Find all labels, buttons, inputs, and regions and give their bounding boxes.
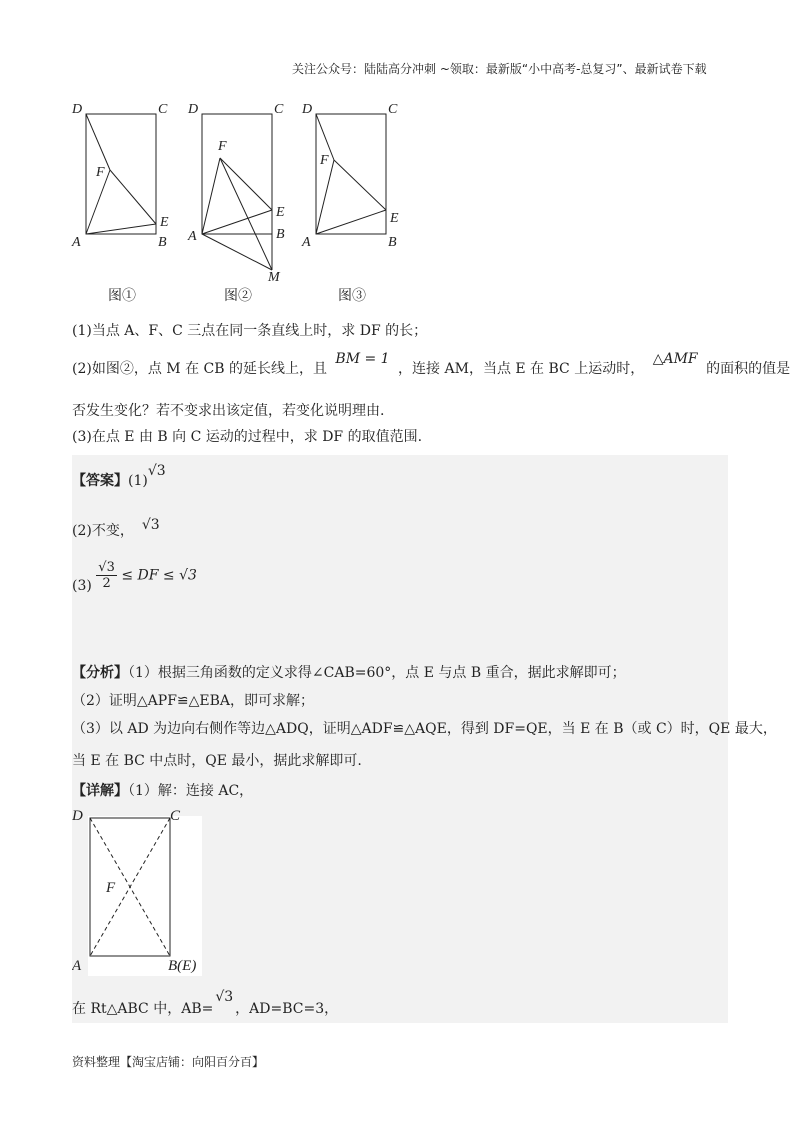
detail-text-2b: ，AD=BC=3， <box>235 1001 339 1017</box>
answer-3-prefix: (3) <box>72 577 92 594</box>
fig3-point-D: D <box>302 102 313 117</box>
figure-1-label: 图① <box>108 288 136 304</box>
answer-3-denominator: 2 <box>102 576 111 591</box>
page-header: 关注公众号：陆陆高分冲刺 ~领取：最新版“小中高考-总复习”、最新试卷下载 <box>292 62 707 76</box>
q2-bm-formula: BM = 1 <box>335 351 390 367</box>
fig2-point-A: A <box>188 229 197 244</box>
fig2-point-M: M <box>268 270 280 283</box>
question-2-line-2: 否发生变化？若不变求出该定值，若变化说明理由. <box>72 403 385 419</box>
fig1-point-F: F <box>96 165 105 180</box>
answer-3-inequality: ≤ DF ≤ √3 <box>121 567 197 584</box>
question-1: (1)当点 A、F、C 三点在同一条直线上时，求 DF 的长； <box>72 323 428 339</box>
analysis-line-3: （3）以 AD 为边向右侧作等边△ADQ，证明△ADF≌△AQE，得到 DF=QE，当 E 在 B（或 C）时，QE 最大， <box>72 721 777 737</box>
answer-1 <box>72 463 166 490</box>
fig1-point-E: E <box>160 215 169 230</box>
figure-1-diagram <box>70 98 180 248</box>
fig4-point-C: C <box>170 808 181 824</box>
fig4-point-A: A <box>72 958 82 974</box>
answer-2 <box>72 517 160 540</box>
figure-2-label: 图② <box>224 288 252 304</box>
figure-3-diagram <box>300 98 410 248</box>
fig3-point-C: C <box>388 102 398 117</box>
answer-1-prefix: (1) <box>128 473 148 489</box>
q2-text-a: (2)如图②，点 M 在 CB 的延长线上，且 <box>72 361 327 377</box>
q2-amf-formula: △AMF <box>652 351 698 367</box>
fig2-point-C: C <box>274 102 284 117</box>
analysis-line-1 <box>72 662 626 682</box>
fig2-point-D: D <box>188 102 199 117</box>
question-3: (3)在点 E 由 B 向 C 运动的过程中，求 DF 的取值范围. <box>72 429 423 445</box>
answer-2-prefix: (2)不变， <box>72 523 134 539</box>
fig1-point-D: D <box>72 102 83 117</box>
answer-3 <box>72 560 197 594</box>
fig3-point-A: A <box>302 235 311 248</box>
fig1-point-B: B <box>158 235 167 248</box>
answer-3-fraction <box>96 560 117 591</box>
question-2-line-1 <box>72 351 791 378</box>
analysis-line-2: （2）证明△APF≌△EBA，即可求解； <box>72 693 315 709</box>
detail-text-1: （1）解：连接 AC， <box>128 783 254 799</box>
fig1-point-A: A <box>72 235 81 248</box>
figure-2-diagram <box>186 98 296 283</box>
analysis-line-4: 当 E 在 BC 中点时，QE 最小，据此求解即可. <box>72 753 362 769</box>
q2-text-b: ，连接 AM，当点 E 在 BC 上运动时， <box>398 361 645 377</box>
detail-text-2a: 在 Rt△ABC 中，AB= <box>72 1001 214 1017</box>
page-footer: 资料整理【淘宝店铺：向阳百分百】 <box>72 1055 265 1069</box>
fig3-point-B: B <box>388 235 397 248</box>
answer-1-value: √3 <box>147 463 166 479</box>
figure-3-label: 图③ <box>338 288 366 304</box>
answer-2-value: √3 <box>141 517 160 533</box>
fig3-point-F: F <box>320 153 329 168</box>
answer-3-numerator: √3 <box>98 560 115 575</box>
fig4-point-F: F <box>106 880 116 896</box>
detail-sqrt: √3 <box>215 989 234 1005</box>
figure-4-diagram <box>72 806 204 976</box>
fig1-point-C: C <box>158 102 168 117</box>
detail-line-2 <box>72 989 339 1018</box>
fig2-point-E: E <box>276 205 285 220</box>
detail-line-1 <box>72 780 253 800</box>
q2-text-c: 的面积的值是 <box>706 361 791 377</box>
fig4-point-BE: B(E) <box>168 958 197 974</box>
detail-label: 【详解】 <box>72 783 128 799</box>
fig2-point-F: F <box>218 139 227 154</box>
analysis-label: 【分析】 <box>72 665 128 681</box>
analysis-text-1: （1）根据三角函数的定义求得∠CAB=60°，点 E 与点 B 重合，据此求解即可； <box>128 665 626 681</box>
fig4-point-D: D <box>72 808 83 824</box>
fig2-point-B: B <box>276 227 285 242</box>
answer-label: 【答案】 <box>72 473 128 489</box>
fig3-point-E: E <box>390 211 399 226</box>
